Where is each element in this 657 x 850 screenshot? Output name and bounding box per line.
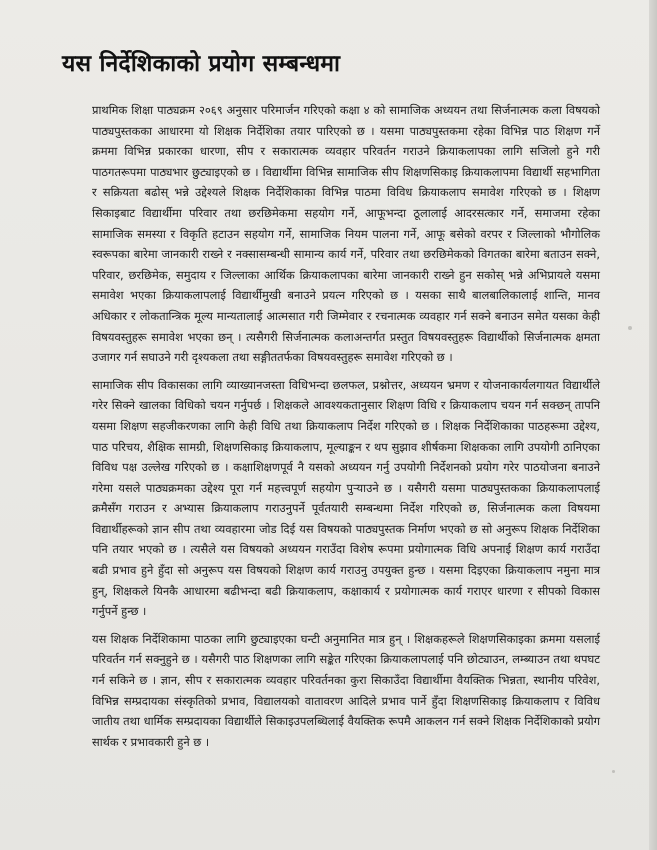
scan-speck	[612, 770, 615, 773]
paragraph-3: यस शिक्षक निर्देशिकामा पाठका लागि छुट्याइएका घन्टी अनुमानित मात्र हुन् । शिक्षकहरूले शिक्षणसिकाइका क्रममा यसलाई परिवर्तन गर्न सक्नुहुने छ । यसैगरी पाठ शिक्षणका लागि सङ्केत गरिएका क्रियाकलापलाई पनि छोट्याउन, लम्ब्याउन तथा थपघट गर्न सकिने छ । ज्ञान, सीप र सकारात्मक व्यवहार परिवर्तनका कुरा सिकाउँदा विद्यार्थीमा वैयक्तिक भिन्नता, स्थानीय परिवेश, विभिन्न सम्प्रदायका संस्कृतिको प्रभाव, विद्यालयको वातावरण आदिले प्रभाव पार्ने हुँदा शिक्षणसिकाइ क्रियाकलाप र विविध जातीय तथा धार्मिक सम्प्रदायका विद्यार्थीले सिकाइउपलब्धिलाई वैयक्तिक रूपमै आकलन गर्न सक्ने शिक्षक निर्देशिकाको प्रयोग सार्थक र प्रभावकारी हुने छ ।	[92, 631, 600, 749]
paragraph-2: सामाजिक सीप विकासका लागि व्याख्यानजस्ता विधिभन्दा छलफल, प्रश्नोत्तर, अध्ययन भ्रमण र योजनाकार्यलगायत विद्यार्थीले गरेर सिक्ने खालका विधिको चयन गर्नुपर्छ । शिक्षकले आवश्यकतानुसार शिक्षण विधि र क्रियाकलाप चयन गर्न सक्छन् तापनि यसमा शिक्षण सहजीकरणका लागि केही विधि तथा क्रियाकलाप निर्देश गरिएको छ । शिक्षक निर्देशिकाका पाठहरूमा उद्देश्य, पाठ परिचय, शैक्षिक सामग्री, शिक्षणसिकाइ क्रियाकलाप, मूल्याङ्कन र थप सुझाव शीर्षकमा शिक्षकका लागि उपयोगी ठानिएका विविध पक्ष उल्लेख गरिएको छ । कक्षाशिक्षणपूर्व नै यसको अध्ययन गर्नु उपयोगी निर्देशनको प्रयोग गरेर पाठयोजना बनाउने गरेमा यसले पाठ्यक्रमका उद्देश्य पूरा गर्न महत्त्वपूर्ण सहयोग पुऱ्याउने छ । यसैगरी यसमा पाठ्यपुस्तकका क्रियाकलापलाई क्रमैसँग गराउन र अभ्यास क्रियाकलाप गराउनुपर्ने पूर्वतयारी सम्बन्धमा निर्देश गरिएको छ, सिर्जनात्मक कला विषयमा विद्यार्थीहरूको ज्ञान सीप तथा व्यवहारमा जोड दिई यस विषयको पाठ्यपुस्तक निर्माण भएको छ सो अनुरूप शिक्षक निर्देशिका पनि तयार भएको छ । त्यसैले यस विषयको अध्ययन गराउँदा विशेष रूपमा प्रयोगात्मक विधि अपनाई शिक्षण कार्य गराउँदा बढी प्रभाव हुने हुँदा सो अनुरूप यस विषयको शिक्षण कार्य गराउनु उपयुक्त हुन्छ । यसमा दिइएका क्रियाकलाप नमुना मात्र हुन्, शिक्षकले यिनकै आधारमा बढीभन्दा बढी क्रियाकलाप, कक्षाकार्य र प्रयोगात्मक कार्य गराएर धारणा र सीपको विकास गर्नुपर्ने हुन्छ ।	[92, 377, 600, 619]
page-title: यस निर्देशिकाको प्रयोग सम्बन्धमा	[62, 51, 341, 77]
scan-speck	[628, 326, 632, 330]
page-edge-shadow	[649, 0, 657, 850]
paragraph-1: प्राथमिक शिक्षा पाठ्यक्रम २०६९ अनुसार परिमार्जन गरिएको कक्षा ४ को सामाजिक अध्ययन तथा सिर्जनात्मक कला विषयको पाठ्यपुस्तकका आधारमा यो शिक्षक निर्देशिका तयार पारिएको छ । यसमा पाठ्यपुस्तकमा रहेका विभिन्न पाठ शिक्षण गर्ने क्रममा विभिन्न प्रकारका धारणा, सीप र सकारात्मक व्यवहार परिवर्तन गराउने क्रियाकलापका लागि सजिलो हुने गरी पाठगतरूपमा पाठ्यभार छुट्याइएको छ । विद्यार्थीमा विभिन्न सामाजिक सीप शिक्षणसिकाइ क्रियाकलापमा विद्यार्थी सहभागिता र सक्रियता बढोस् भन्ने उद्देश्यले शिक्षक निर्देशिकाका विभिन्न पाठमा विविध क्रियाकलाप समावेश गरिएको छ । शिक्षण सिकाइबाट विद्यार्थीमा परिवार तथा छरछिमेकमा सहयोग गर्ने, आफूभन्दा ठूलालाई आदरसत्कार गर्ने, समाजमा रहेका सामाजिक समस्या र विकृति हटाउन सहयोग गर्ने, सामाजिक नियम पालना गर्ने, आफू बसेको वरपर र जिल्लाको भौगोलिक स्वरूपका बारेमा जानकारी राख्ने र नक्सासम्बन्धी सामान्य कार्य गर्ने, परिवार तथा छरछिमेकको विगतका बारेमा बताउन सक्ने, परिवार, छरछिमेक, समुदाय र जिल्लाका आर्थिक क्रियाकलापका बारेमा जानकारी राख्ने हुन सकोस् भन्ने अभिप्रायले यसमा समावेश भएका क्रियाकलापलाई विद्यार्थीमुखी बनाउने प्रयत्न गरिएको छ । यसका साथै बालबालिकालाई शान्ति, मानव अधिकार र लोकतान्त्रिक मूल्य मान्यतालाई आत्मसात गरी जिम्मेवार र रचनात्मक व्यवहार गर्न सक्ने बनाउन समेत यसका केही विषयवस्तुहरू समावेश भएका छन् । त्यसैगरी सिर्जनात्मक कलाअन्तर्गत प्रस्तुत विषयवस्तुहरू विद्यार्थीको सिर्जनात्मक क्षमता उजागर गर्न सघाउने गरी दृश्यकला तथा सङ्गीततर्फका विषयवस्तुहरू समावेश गरिएको छ ।	[92, 103, 600, 365]
document-body	[92, 100, 600, 759]
